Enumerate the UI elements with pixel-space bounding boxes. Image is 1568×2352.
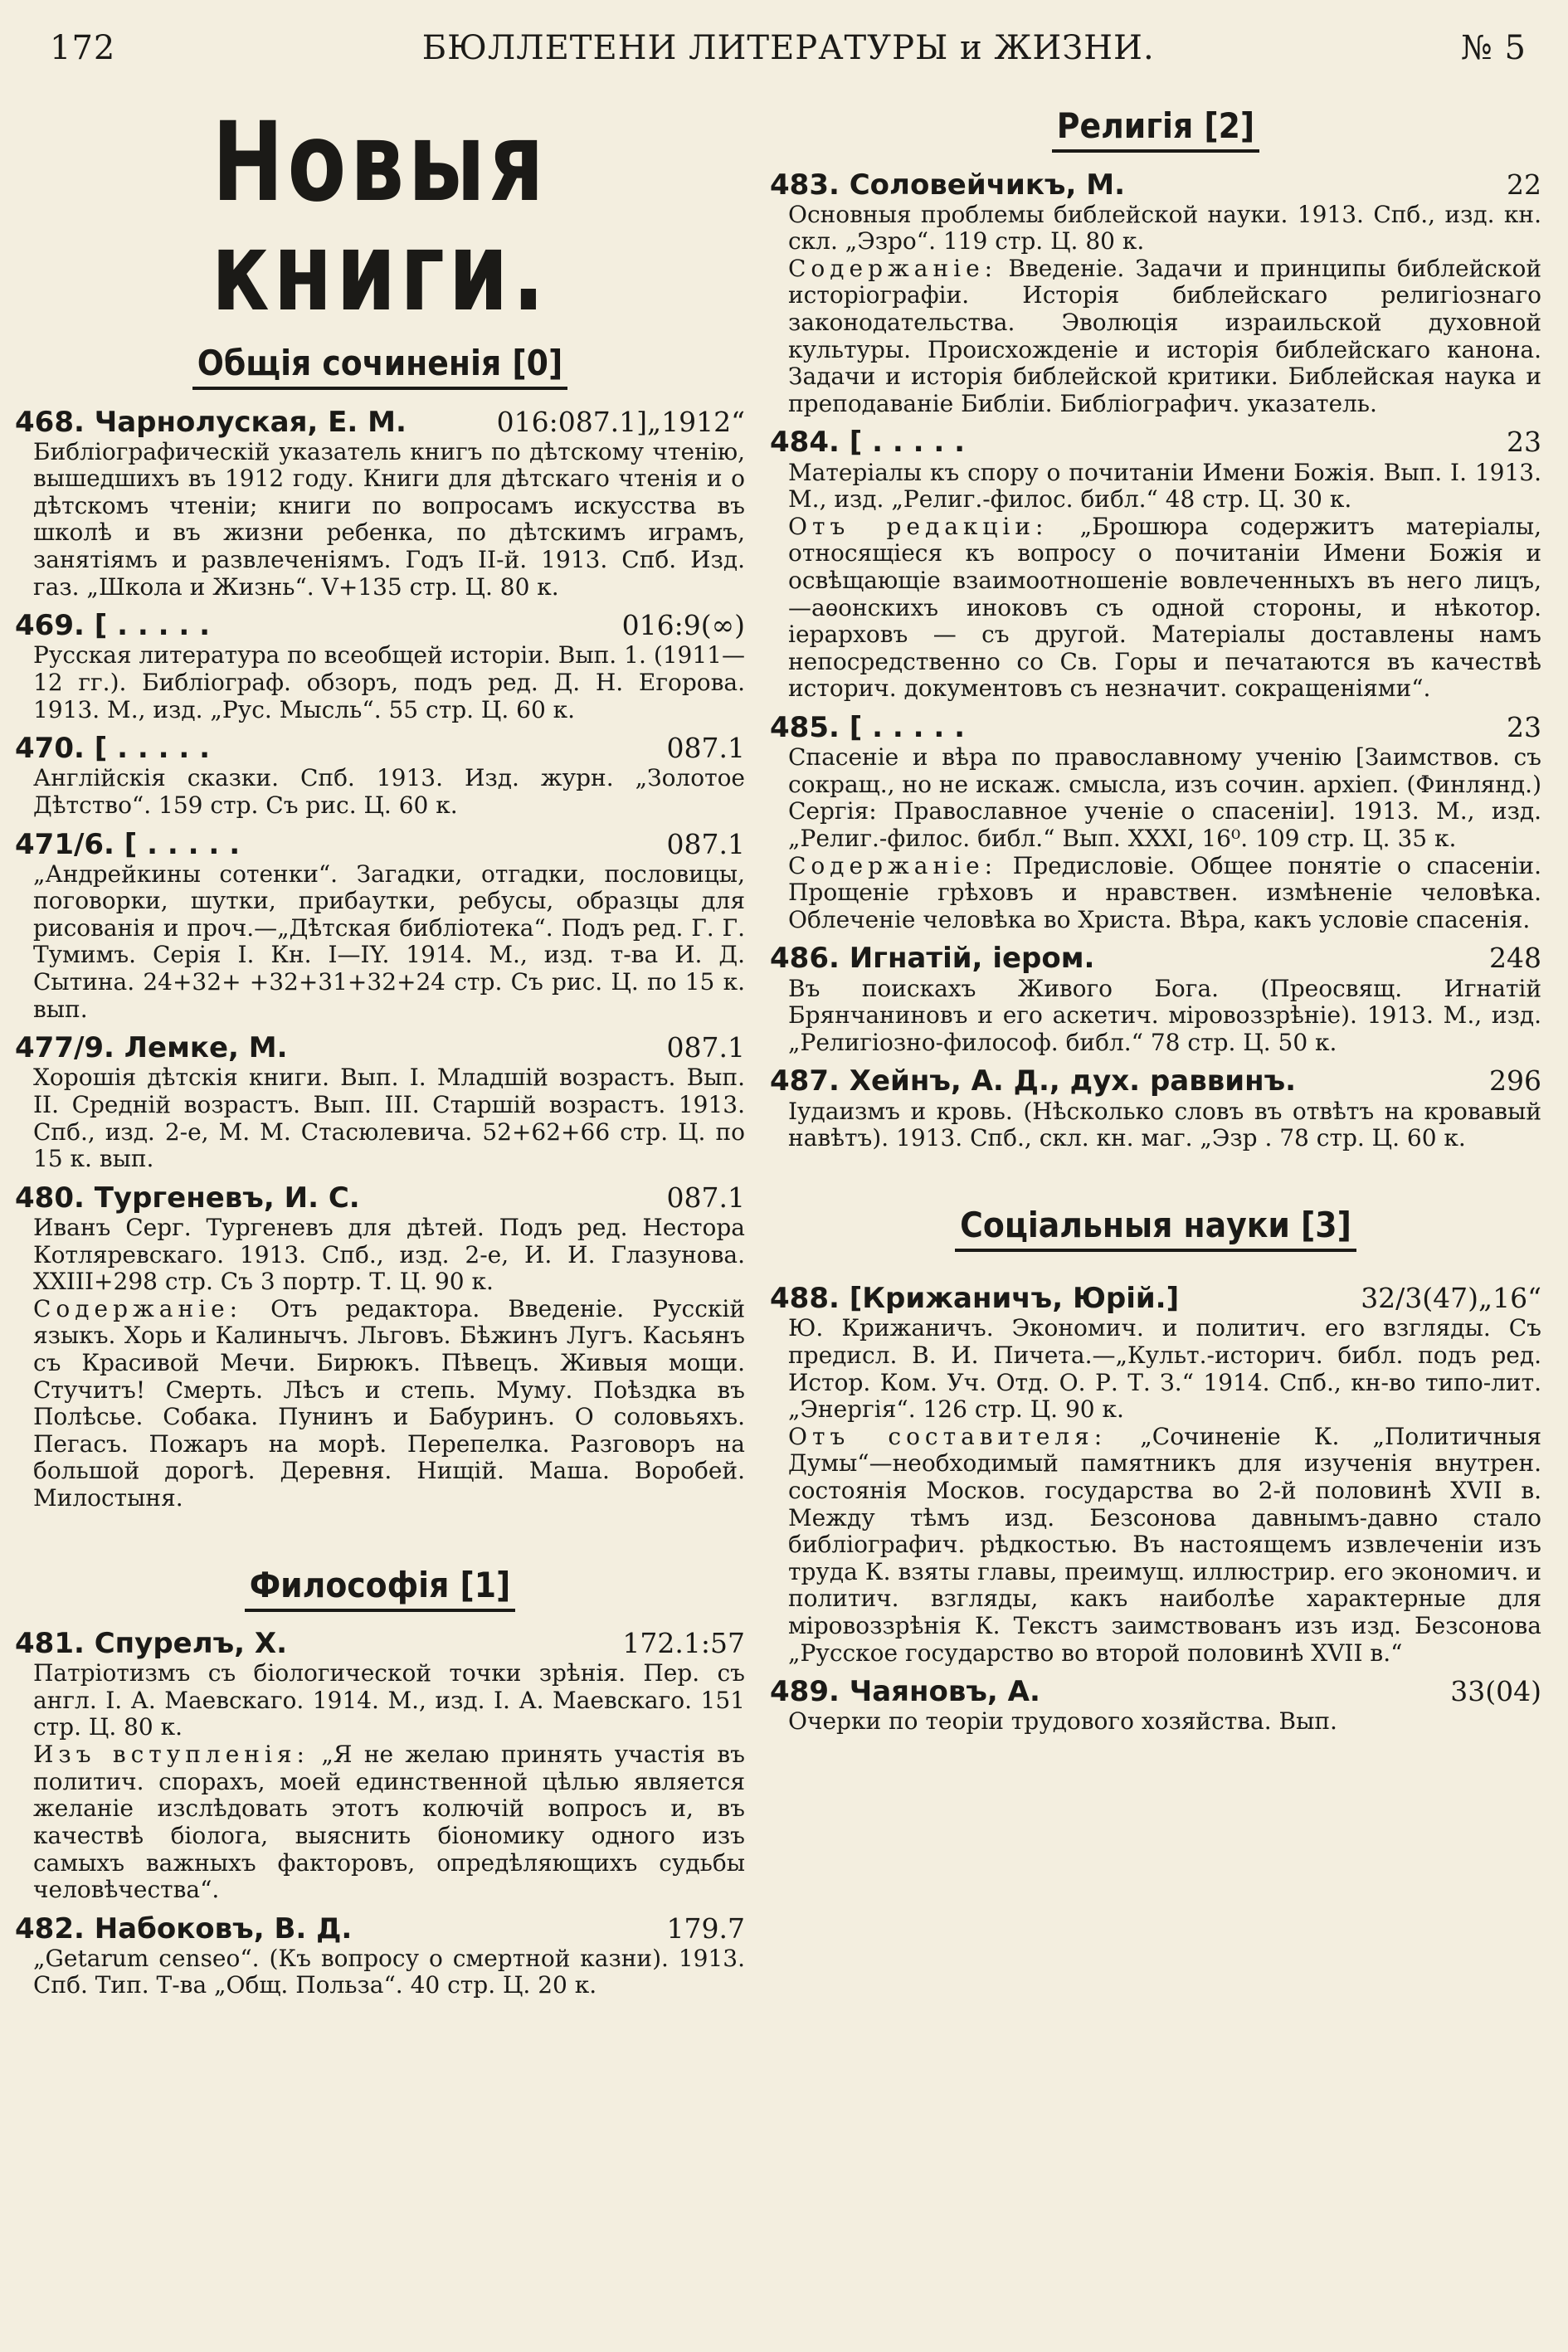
entry-heading [15,732,745,765]
entry-480 [15,1181,745,1512]
entry-description: Русская литература по всеобщей исторіи. Вып. 1. (1911—12 гг.). Библіограф. обзоръ, подъ ред. Д. Н. Егорова. 1913. М., изд. „Рус. Мысль“. 55 стр. Ц. 60 к. [33,641,745,723]
entry-description: Въ поискахъ Живого Бога. (Преосвящ. Игнатій Брянчаниновъ и его аскетич. міровоззрѣніе). 1913. М., изд. „Религіозно-философ. библ.“ 78 стр. Ц. 50 к. [788,974,1541,1056]
entry-description: Англійскія сказки. Спб. 1913. Изд. журн. „Золотое Дѣтство“. 159 стр. Съ рис. Ц. 60 к. [33,764,745,819]
entry-heading [770,168,1541,202]
entry-description-text: Спасеніе и вѣра по православному ученію [Заимствов. съ сокращ., но не искаж. смысла, изъ сочин. архіеп. (Финлянд.) Сергія: Православное ученіе о спасеніи]. 1913. М., изд. „Религ.-филос. библ.“ Вып. XXXI, 16⁰. 109 стр. Ц. 35 к. [788,743,1541,853]
entry-description: Іудаизмъ и кровь. (Нѣсколько словъ въ отвѣтъ на кровавый навѣтъ). 1913. Спб., скл. кн. маг. „Эзр . 78 стр. Ц. 60 к. [788,1097,1541,1152]
entry-heading [770,711,1541,744]
contents-label: Содержаніе: [788,851,998,879]
section-title-religion [770,105,1541,149]
entry-code: 23 [1507,711,1541,744]
entry-484 [770,426,1541,703]
entry-471 [15,828,745,1024]
entry-code: 087.1 [666,1181,745,1214]
contents-label: Отъ составителя: [788,1422,1108,1450]
entry-code: 179.7 [666,1911,745,1945]
entry-description [15,1215,745,1512]
entry-heading [15,828,745,861]
entry-author: 480. Тургеневъ, И. С. [15,1181,360,1215]
entry-description: Очерки по теоріи трудового хозяйства. Вып. [788,1707,1337,1736]
entry-description [770,460,1541,703]
entry-heading [15,1912,745,1945]
section-title-text: Философія [1] [245,1565,516,1612]
entry-description-text: Иванъ Серг. Тургеневъ для дѣтей. Подъ ред. Нестора Котляревскаго. 1913. Спб., изд. 2-е, И. И. Глазунова. XXIII+298 стр. Съ 3 портр. Т. Ц. 90 к. [33,1213,745,1296]
page-title: Новыя книги. [211,100,549,336]
entry-heading [15,609,745,642]
entry-author: 487. Хейнъ, А. Д., дух. раввинъ. [770,1064,1297,1098]
entry-code: 016:087.1]„1912“ [496,405,745,438]
entry-heading [770,1282,1541,1315]
section-title-text: Общія сочиненія [0] [192,343,567,390]
entry-487 [770,1064,1541,1152]
entry-code: 087.1 [666,732,745,765]
entry-heading [15,1031,745,1064]
entry-heading [770,426,1541,459]
section-title-text: Соціальныя науки [3] [955,1205,1356,1252]
contents-text: Предисловіе. Общее понятіе о спасеніи. Прощеніе грѣховъ и нравствен. измѣненіе человѣка. Облеченіе человѣка во Христа. Вѣра, какъ условіе спасенія. [788,851,1541,933]
section-title-philosophy [15,1564,745,1608]
entry-code: 22 [1507,168,1541,201]
entry-468 [15,406,745,601]
entry-author: 483. Соловейчикъ, М. [770,168,1125,202]
entry-description [770,202,1541,418]
entry-code: 32/3(47)„16“ [1361,1282,1541,1315]
entry-code: 23 [1507,426,1541,459]
contents-label: Содержаніе: [788,254,998,282]
entry-description: „Getarum censeo“. (Къ вопросу о смертной казни). 1913. Спб. Тип. Т-ва „Общ. Польза“. 40 стр. Ц. 20 к. [33,1944,745,1999]
entry-author: 471/6. [ . . . . . [15,827,241,861]
entry-483 [770,168,1541,418]
entry-description-text: Ю. Крижаничъ. Экономич. и политич. его взгляды. Съ предисл. В. И. Пичета.—„Культ.-историч. библ. подъ ред. Истор. Ком. Уч. Отд. О. Р. Т. З.“ 1914. Спб., кн-во типо-лит. „Энергія“. 126 стр. Ц. 90 к. [788,1314,1541,1424]
running-header [50,23,1527,73]
contents-text: Введеніе. Задачи и принципы библейской исторіографіи. Исторія библейскаго религіознаго законодательства. Эволюція израильской духовной культуры. Происхожденіе и исторія библейскаго канона. Задачи и исторія библейской критики. Библейская наука и преподаваніе Библіи. Библіографич. указатель. [788,254,1541,417]
entry-486 [770,942,1541,1056]
entry-author: 484. [ . . . . . [770,426,966,460]
contents-label: Изъ вступленія: [33,1741,309,1769]
entry-description: Хорошія дѣтскія книги. Вып. I. Младшій возрастъ. Вып. II. Средній возрастъ. Вып. III. Старшій возрастъ. 1913. Спб., изд. 2-е, М. М. Стасюлевича. 52+62+66 стр. Ц. по 15 к. вып. [33,1064,745,1173]
contents-label: Отъ редакціи: [788,512,1049,540]
entry-code: 33(04) [1450,1675,1541,1708]
entry-description-text: Основныя проблемы библейской науки. 1913. Спб., изд. кн. скл. „Эзро“. 119 стр. Ц. 80 к. [788,200,1541,256]
entry-contents [788,853,1541,934]
section-title-general [15,342,745,386]
contents-text: „Я не желаю принять участія въ политич. спорахъ, моей единственной цѣлью является желаніе изслѣдовать этотъ колючій вопросъ и, въ качествѣ біолога, выяснить біономику одного изъ самыхъ важныхъ факторовъ, опредѣляющихъ судьбы человѣчества“. [33,1741,745,1904]
entry-author: 488. [Крижаничъ, Юрій.] [770,1282,1180,1316]
entry-author: 469. [ . . . . . [15,609,211,643]
contents-text: „Брошюра содержитъ матеріалы, относящіеся къ вопросу о почитаніи Имени Божія и освѣщающіе взаимоотношеніе вовлеченныхъ въ него лицъ,—аѳонскихъ иноковъ съ одной стороны, и нѣкотор. іерарховъ — съ другой. Матеріалы доставлены намъ непосредственно со Св. Горы и печатаются въ качествѣ историч. документовъ съ незначит. сокращеніями“. [788,512,1541,703]
entry-470 [15,732,745,819]
entry-author: 470. [ . . . . . [15,732,211,766]
entry-code: 172.1:57 [622,1627,745,1660]
left-column [15,100,745,2340]
entry-description: Библіографическій указатель книгъ по дѣтскому чтенію, вышедшихъ въ 1912 году. Книги для дѣтскаго чтенія и о дѣтскомъ чтеніи; книги по вопросамъ искусства въ школѣ и въ жизни ребенка, по дѣтскимъ играмъ, занятіямъ и развлеченіямъ. Годъ II-й. 1913. Спб. Изд. газ. „Школа и Жизнь“. V+135 стр. Ц. 80 к. [33,437,745,601]
entry-description [770,744,1541,933]
entry-488 [770,1282,1541,1667]
entry-code: 296 [1489,1064,1541,1098]
entry-heading [770,1675,1541,1708]
entry-heading [770,942,1541,975]
entry-author: 477/9. Лемке, М. [15,1031,288,1065]
entry-heading [15,1627,745,1660]
right-column [770,100,1541,2340]
entry-author: 486. Игнатій, іером. [770,942,1095,976]
entry-heading [15,406,745,439]
contents-text: „Сочиненіе К. „Политичныя Думы“—необходимый памятникъ для изученія внутрен. состоянія Москов. государства во 2-й половинѣ XVII в. Между тѣмъ изд. Безсонова давнымъ-давно стало библіографич. рѣдкостью. Въ настоящемъ извлеченіи изъ труда К. взяты главы, преимущ. иллюстрир. его экономич. и политич. взгляды, какъ наиболѣе характерные для міровоззрѣнія К. Текстъ заимствованъ изъ изд. Безсонова „Русское государство во второй половинѣ XVII в.“ [788,1422,1541,1667]
entry-author: 468. Чарнолуская, Е. М. [15,405,407,439]
entry-description-text: Патріотизмъ съ біологической точки зрѣнія. Пер. съ англ. I. А. Маевскаго. 1914. М., изд. I. А. Маевскаго. 151 стр. Ц. 80 к. [33,1659,745,1741]
entry-code: 087.1 [666,1031,745,1064]
entry-code: 087.1 [666,827,745,860]
entry-code: 248 [1489,942,1541,975]
entry-contents [33,1741,745,1904]
issue-number: № 5 [1460,29,1527,67]
entry-author: 482. Набоковъ, В. Д. [15,1911,353,1945]
entry-482 [15,1912,745,1999]
contents-text: Отъ редактора. Введеніе. Русскій языкъ. Хорь и Калинычъ. Льговъ. Бѣжинъ Лугъ. Касьянъ съ Красивой Мечи. Бирюкъ. Пѣвецъ. Живыя мощи. Стучитъ! Смерть. Лѣсъ и степь. Муму. Поѣздка въ Полѣсье. Собака. Пунинъ и Бабуринъ. О соловьяхъ. Пегасъ. Пожаръ на морѣ. Перепелка. Разговоръ на большой дорогѣ. Деревня. Нищій. Маша. Воробей. Милостыня. [33,1294,745,1512]
entry-description [770,1315,1541,1667]
entry-485 [770,711,1541,933]
entry-author: 485. [ . . . . . [770,711,966,745]
entry-477 [15,1031,745,1173]
entry-489 [770,1675,1541,1736]
entry-description-text: Матеріалы къ спору о почитаніи Имени Божія. Вып. I. 1913. М., изд. „Религ.-филос. библ.“ 48 стр. Ц. 30 к. [788,458,1541,514]
section-title-social [770,1204,1541,1248]
entry-contents [788,1424,1541,1667]
entry-author: 481. Спурелъ, Х. [15,1627,288,1661]
entry-contents [788,514,1541,703]
entry-heading [15,1181,745,1215]
entry-author: 489. Чаяновъ, А. [770,1675,1040,1709]
page-number: 172 [50,29,116,67]
entry-481 [15,1627,745,1904]
section-title-text: Религія [2] [1052,105,1259,153]
journal-title: БЮЛЛЕТЕНИ ЛИТЕРАТУРЫ и ЖИЗНИ. [421,29,1155,67]
entry-contents [788,256,1541,418]
contents-label: Содержаніе: [33,1294,243,1322]
entry-code: 016:9(∞) [621,609,745,642]
entry-contents [33,1296,745,1512]
entry-469 [15,609,745,723]
entry-description: „Андрейкины сотенки“. Загадки, отгадки, пословицы, поговорки, шутки, прибаутки, ребусы, образцы для рисованія и проч.—„Дѣтская библіотека“. Подъ ред. Г. Г. Тумимъ. Серія I. Кн. I—IY. 1914. М., изд. т-ва И. Д. Сытина. 24+32+ +32+31+32+24 стр. Съ рис. Ц. по 15 к. вып. [33,859,745,1023]
entry-heading [770,1064,1541,1098]
entry-description [15,1660,745,1903]
